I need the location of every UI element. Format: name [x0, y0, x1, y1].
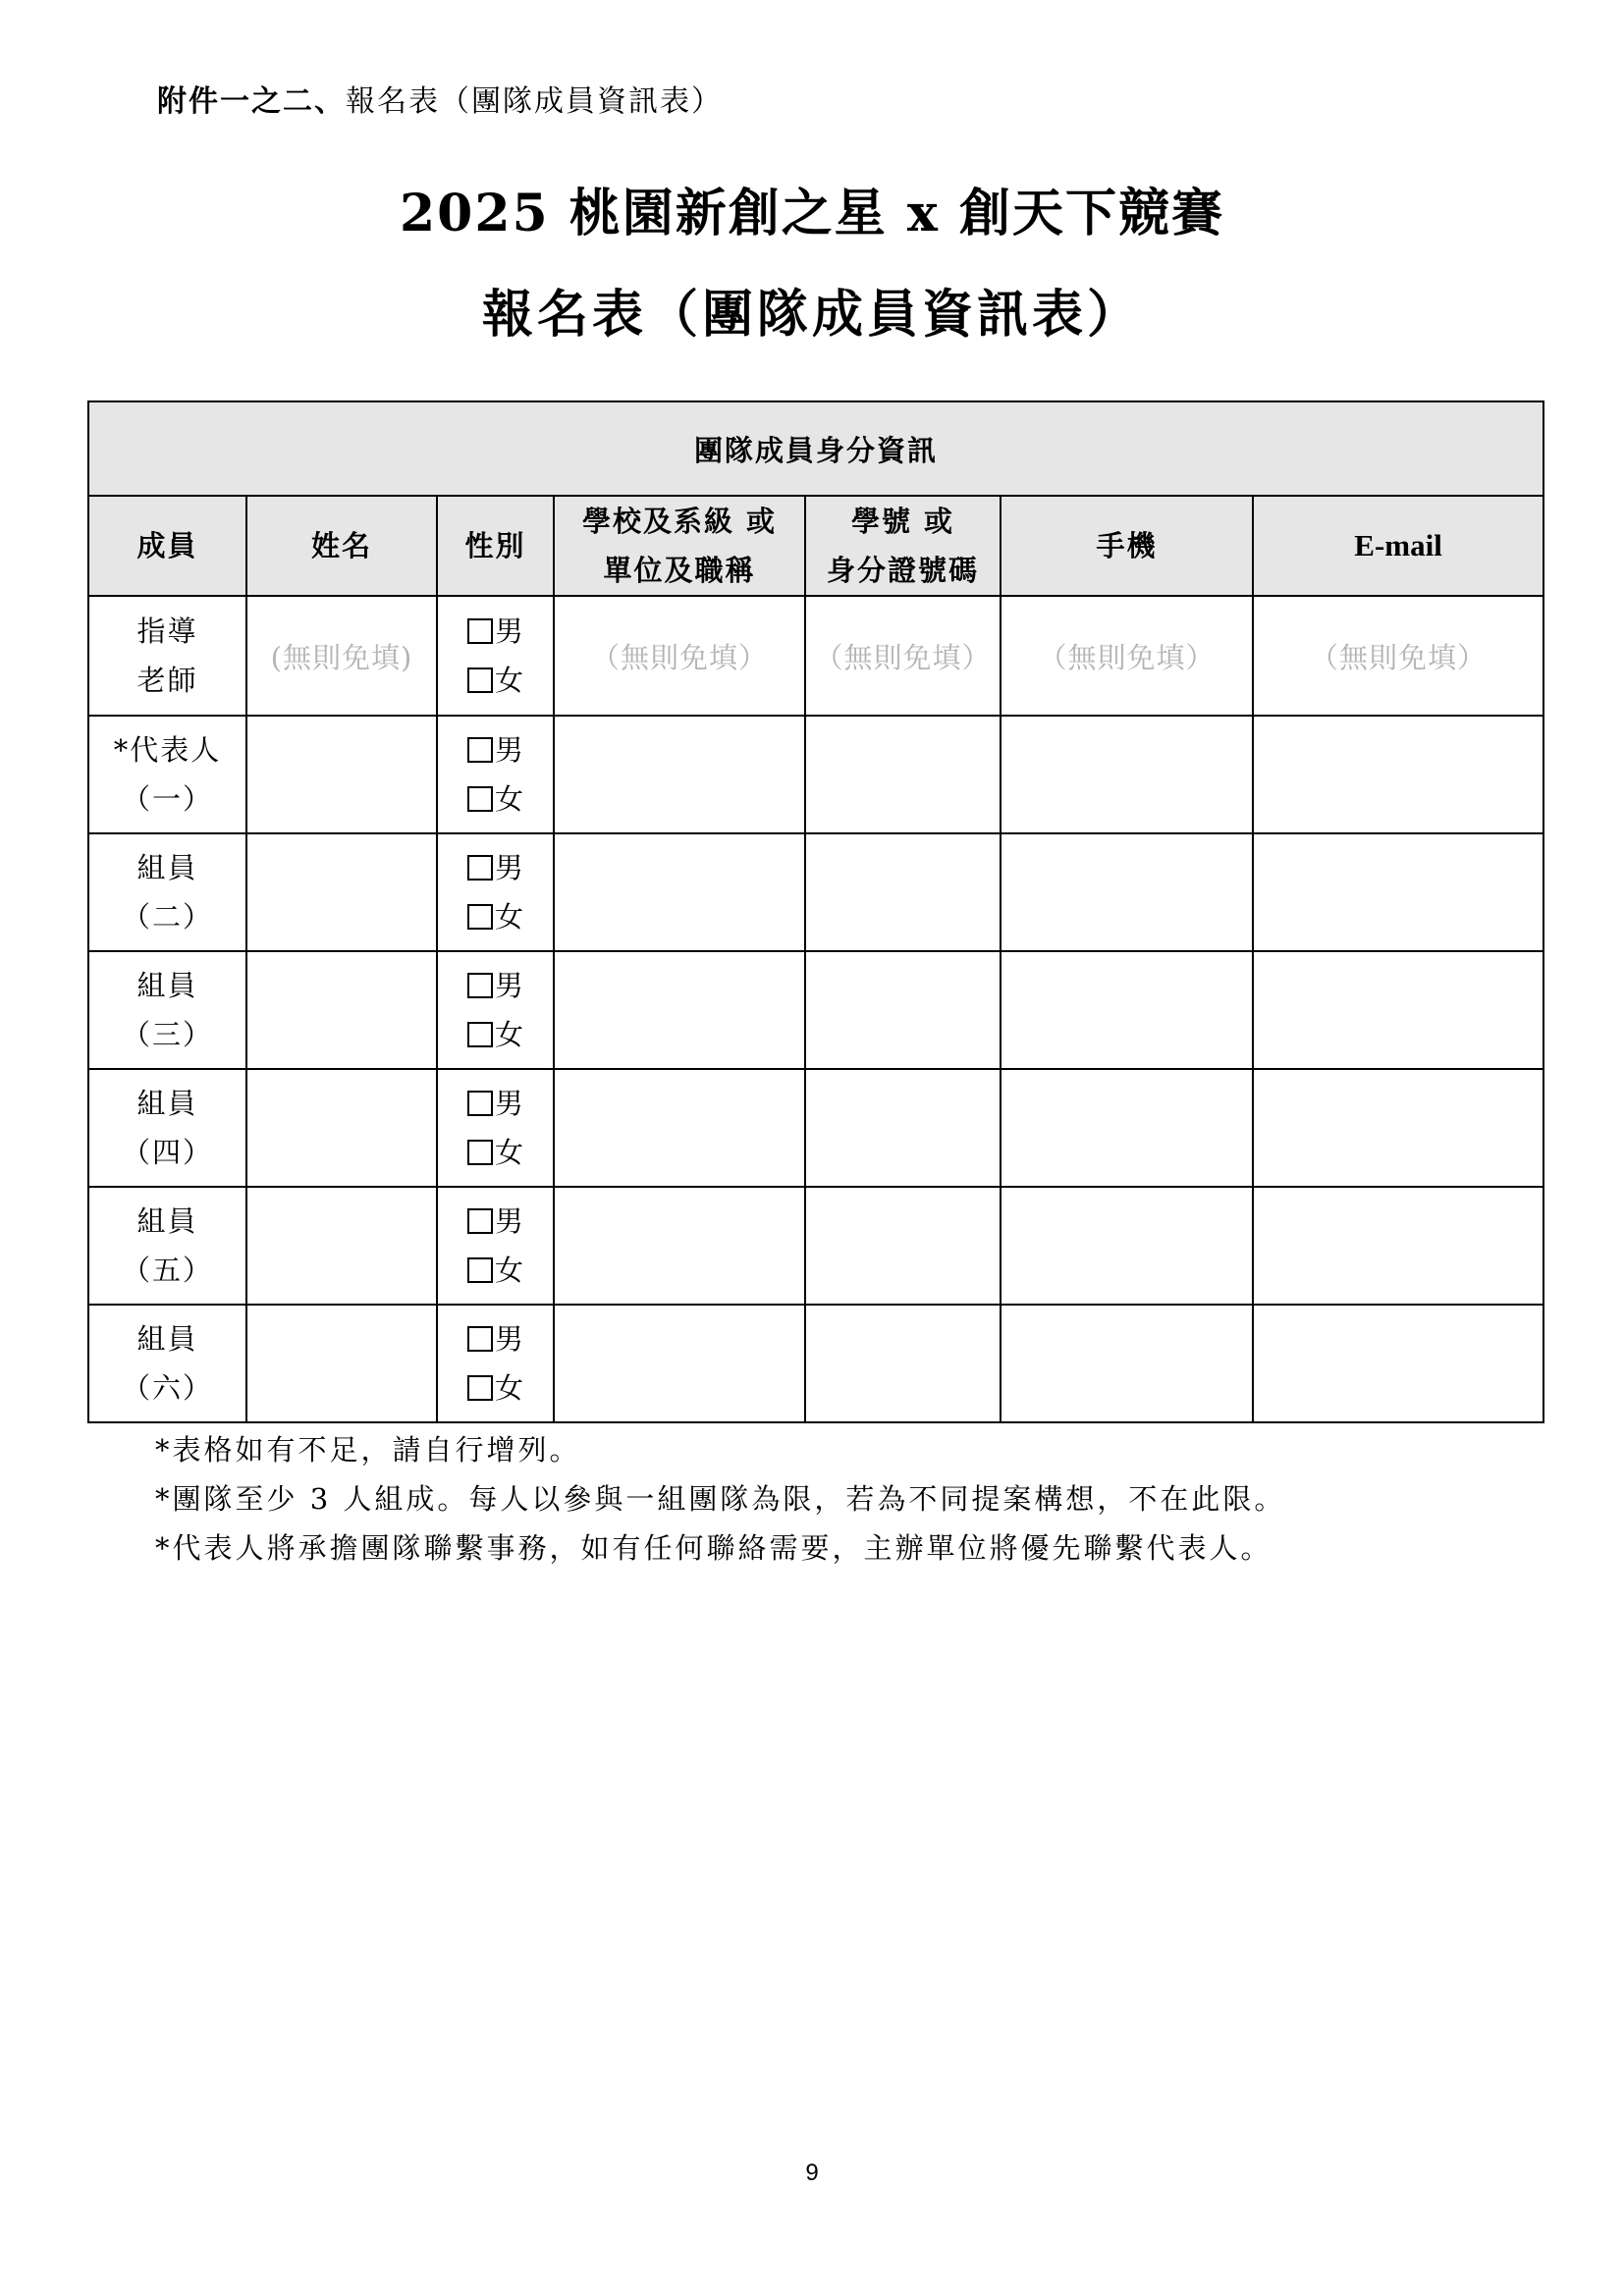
checkbox-male[interactable] [467, 737, 493, 763]
page-number: 9 [805, 2160, 819, 2186]
email-cell[interactable] [1253, 1187, 1543, 1305]
column-header-id-line1: 學號 或 [850, 505, 955, 538]
school-cell[interactable] [554, 1305, 805, 1422]
gender-male-label: 男 [494, 851, 523, 884]
email-cell[interactable] [1253, 716, 1543, 833]
gender-male-label: 男 [494, 1087, 523, 1120]
checkbox-female[interactable] [467, 786, 493, 812]
role-cell [88, 833, 246, 951]
checkbox-female[interactable] [467, 1375, 493, 1401]
role-cell [88, 1187, 246, 1305]
role-line2: 老師 [136, 664, 198, 697]
gender-male-label: 男 [494, 614, 523, 648]
page-subtitle: 報名表（團隊成員資訊表） [481, 285, 1142, 345]
gender-female-label: 女 [494, 1254, 523, 1287]
gender-female-label: 女 [494, 1136, 523, 1169]
name-cell[interactable] [246, 951, 437, 1069]
checkbox-female[interactable] [467, 1140, 493, 1165]
column-header-id-line2: 身分證號碼 [826, 554, 979, 587]
name-cell[interactable] [246, 1305, 437, 1422]
gender-cell [437, 1187, 554, 1305]
gender-cell [437, 596, 554, 716]
role-line2: （二） [121, 900, 213, 934]
role-line2: （五） [121, 1254, 213, 1287]
checkbox-male[interactable] [467, 973, 493, 998]
column-header-school-line2: 單位及職稱 [603, 554, 756, 587]
gender-female-label: 女 [494, 664, 523, 697]
email-cell[interactable] [1253, 1069, 1543, 1187]
phone-cell[interactable]: （無則免填） [1001, 596, 1253, 716]
checkbox-male[interactable] [467, 618, 493, 644]
attachment-label [157, 77, 723, 120]
role-line1: 組員 [136, 851, 198, 884]
gender-female-label: 女 [494, 1371, 523, 1405]
checkbox-male[interactable] [467, 1208, 493, 1234]
school-cell[interactable] [554, 1187, 805, 1305]
role-line1: 指導 [136, 614, 198, 648]
phone-cell[interactable] [1001, 1069, 1253, 1187]
table-row-representative [88, 716, 1543, 833]
gender-cell [437, 951, 554, 1069]
phone-cell[interactable] [1001, 951, 1253, 1069]
role-line1: 組員 [136, 1087, 198, 1120]
email-cell[interactable] [1253, 1305, 1543, 1422]
note-item: *團隊至少 3 人組成。每人以參與一組團隊為限，若為不同提案構想，不在此限。 [155, 1482, 1286, 1516]
phone-cell[interactable] [1001, 833, 1253, 951]
role-line2: （三） [121, 1018, 213, 1051]
role-line2: （一） [121, 782, 213, 816]
name-cell[interactable]: (無則免填) [246, 596, 437, 716]
table-row-member-4 [88, 1069, 1543, 1187]
role-cell [88, 716, 246, 833]
column-header-school-line1: 學校及系級 或 [581, 505, 778, 538]
school-cell[interactable] [554, 1069, 805, 1187]
checkbox-female[interactable] [467, 1022, 493, 1047]
id-cell[interactable] [805, 1305, 1001, 1422]
checkbox-female[interactable] [467, 667, 493, 693]
id-cell[interactable] [805, 716, 1001, 833]
section-title: 團隊成員身分資訊 [88, 401, 1543, 496]
column-header-id [805, 496, 1001, 596]
name-cell[interactable] [246, 1187, 437, 1305]
school-cell[interactable] [554, 716, 805, 833]
column-header-email: E-mail [1253, 496, 1543, 596]
gender-female-label: 女 [494, 1018, 523, 1051]
role-line1: 組員 [136, 1322, 198, 1356]
column-header-name: 姓名 [246, 496, 437, 596]
note-item: *代表人將承擔團隊聯繫事務，如有任何聯絡需要，主辦單位將優先聯繫代表人。 [155, 1531, 1272, 1565]
table-row-member-5 [88, 1187, 1543, 1305]
email-cell[interactable]: （無則免填） [1253, 596, 1543, 716]
note-item: *表格如有不足，請自行增列。 [155, 1433, 581, 1467]
role-line2: （四） [121, 1136, 213, 1169]
phone-cell[interactable] [1001, 716, 1253, 833]
gender-male-label: 男 [494, 1204, 523, 1238]
gender-cell [437, 716, 554, 833]
member-info-table [87, 400, 1544, 1423]
column-header-school [554, 496, 805, 596]
page-title: 2025 桃園新創之星 x 創天下競賽 [399, 184, 1225, 243]
role-cell [88, 951, 246, 1069]
role-cell [88, 596, 246, 716]
gender-cell [437, 833, 554, 951]
school-cell[interactable]: （無則免填） [554, 596, 805, 716]
role-line1: 組員 [136, 1204, 198, 1238]
checkbox-female[interactable] [467, 904, 493, 930]
id-cell[interactable] [805, 833, 1001, 951]
notes [155, 1425, 1285, 1573]
table-row-advisor [88, 596, 1543, 716]
id-cell[interactable]: （無則免填） [805, 596, 1001, 716]
phone-cell[interactable] [1001, 1305, 1253, 1422]
id-cell[interactable] [805, 951, 1001, 1069]
name-cell[interactable] [246, 716, 437, 833]
role-line1: 組員 [136, 969, 198, 1002]
column-header-member: 成員 [88, 496, 246, 596]
gender-female-label: 女 [494, 782, 523, 816]
column-header-row [88, 496, 1543, 596]
column-header-gender: 性別 [437, 496, 554, 596]
role-cell [88, 1069, 246, 1187]
gender-male-label: 男 [494, 969, 523, 1002]
section-header-row [88, 401, 1543, 496]
table-row-member-3 [88, 951, 1543, 1069]
checkbox-male[interactable] [467, 1091, 493, 1116]
email-cell[interactable] [1253, 833, 1543, 951]
checkbox-female[interactable] [467, 1257, 493, 1283]
name-cell[interactable] [246, 833, 437, 951]
name-cell[interactable] [246, 1069, 437, 1187]
attachment-title: 報名表（團隊成員資訊表） [346, 84, 723, 119]
gender-cell [437, 1069, 554, 1187]
checkbox-male[interactable] [467, 1326, 493, 1352]
id-cell[interactable] [805, 1187, 1001, 1305]
phone-cell[interactable] [1001, 1187, 1253, 1305]
table-row-member-2 [88, 833, 1543, 951]
gender-male-label: 男 [494, 733, 523, 767]
gender-cell [437, 1305, 554, 1422]
school-cell[interactable] [554, 833, 805, 951]
id-cell[interactable] [805, 1069, 1001, 1187]
role-line2: （六） [121, 1371, 213, 1405]
attachment-prefix: 附件一之二、 [157, 84, 346, 119]
school-cell[interactable] [554, 951, 805, 1069]
role-cell [88, 1305, 246, 1422]
checkbox-male[interactable] [467, 855, 493, 881]
email-cell[interactable] [1253, 951, 1543, 1069]
gender-female-label: 女 [494, 900, 523, 934]
gender-male-label: 男 [494, 1322, 523, 1356]
column-header-phone: 手機 [1001, 496, 1253, 596]
role-line1: *代表人 [113, 733, 222, 767]
table-row-member-6 [88, 1305, 1543, 1422]
